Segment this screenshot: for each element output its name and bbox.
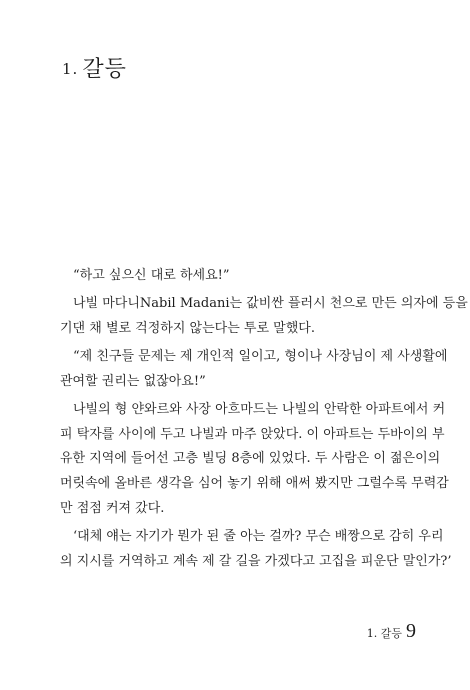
page-footer [367, 620, 416, 643]
text-line: 머릿속에 올바른 생각을 심어 놓기 위해 애써 봤지만 그럴수록 무력감 [60, 476, 449, 491]
text-line: 유한 지역에 들어선 고층 빌딩 8층에 있었다. 두 사람은 이 젊은이의 [60, 451, 441, 467]
text-line: 관여할 권리는 없잖아요!” [60, 373, 206, 389]
page-number: 9 [406, 620, 416, 642]
text-line: 나빌의 형 얀와르와 사장 아흐마드는 나빌의 안락한 아파트에서 커 [73, 401, 446, 417]
text-line: 기댄 채 별로 걱정하지 않는다는 투로 말했다. [60, 320, 315, 336]
body-text [60, 264, 468, 574]
text-line: 피 탁자를 사이에 두고 나빌과 마주 앉았다. 이 아파트는 두바이의 부 [60, 426, 445, 442]
text-line: “하고 싶으신 대로 하세요!” [73, 268, 230, 283]
text-line: 의 지시를 거역하고 계속 제 갈 길을 가겠다고 고집을 피운단 말인가?’ [60, 553, 452, 569]
chapter-heading: 갈등 [82, 57, 127, 82]
text-line: ‘대체 얘는 자기가 뭔가 된 줄 아는 걸까? 무슨 배짱으로 감히 우리 [73, 528, 444, 544]
chapter-title [62, 52, 127, 83]
text-line: 만 점점 커져 갔다. [60, 500, 165, 516]
chapter-number: 1. [62, 60, 79, 78]
footer-chapter-label: 1. 갈등 [366, 627, 402, 640]
text-line: “제 친구들 문제는 제 개인적 일이고, 형이나 사장님이 제 사생활에 [73, 349, 448, 365]
text-line: 나빌 마다니Nabil Madani는 값비싼 플러시 천으로 만든 의자에 등을 [73, 296, 468, 312]
